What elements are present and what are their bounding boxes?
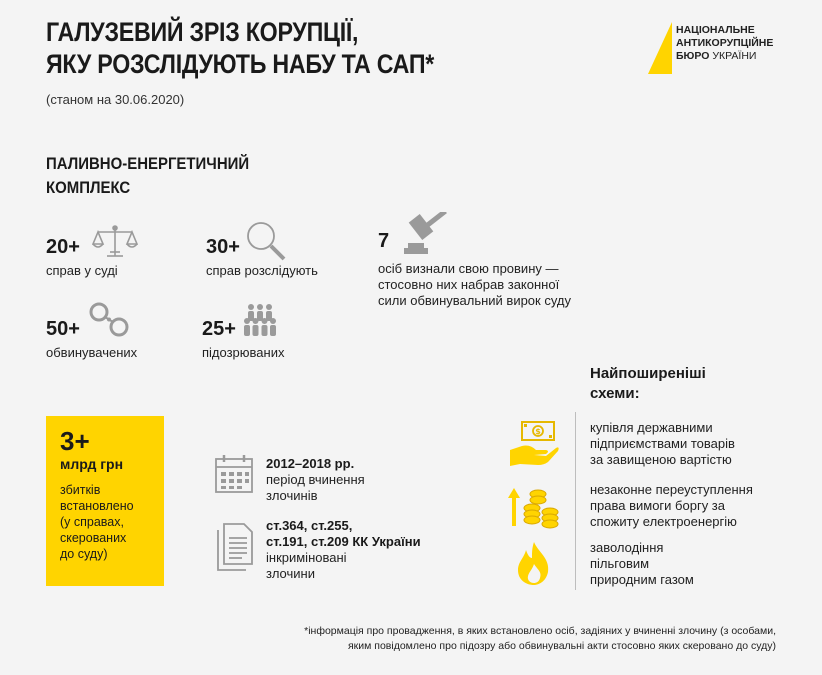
sector-line-1: ПАЛИВНО-ЕНЕРГЕТИЧНИЙ	[46, 154, 250, 173]
damage-desc-line-2: встановлено	[60, 499, 134, 513]
magnifier-icon	[244, 220, 288, 262]
page-title	[46, 16, 434, 80]
court-cases-label: справ у суді	[46, 263, 118, 278]
scheme-item-1	[590, 420, 735, 468]
scheme-2-line-1: незаконне переуступлення	[590, 482, 753, 497]
handcuffs-icon	[86, 300, 134, 340]
logo-text	[676, 24, 773, 63]
money-hand-icon	[508, 420, 562, 468]
scheme-2-line-3: спожиту електроенергію	[590, 514, 737, 529]
nabu-logo-icon	[646, 20, 674, 76]
logo-line-1: НАЦІОНАЛЬНЕ	[676, 24, 755, 36]
articles-title-line-1: ст.364, ст.255,	[266, 518, 353, 533]
flame-icon	[514, 540, 554, 586]
footnote-line-2: яким повідомлено про підозру або обвинувальні акти стосовно яких скеровано до суду)	[348, 640, 776, 652]
gavel-icon	[400, 212, 454, 258]
footnote	[304, 624, 776, 654]
nabu-logo	[646, 20, 776, 76]
logo-ukraine: УКРАЇНИ	[712, 50, 757, 62]
calendar-icon	[214, 454, 254, 494]
sector-title	[46, 152, 249, 200]
period-desc-line-2: злочинів	[266, 488, 318, 503]
investigated-cases-value: 30+	[206, 236, 240, 258]
logo-line-3	[676, 50, 773, 63]
period-title: 2012–2018 рр.	[266, 456, 355, 471]
scheme-1-line-3: за завищеною вартістю	[590, 452, 732, 467]
scales-icon	[92, 224, 138, 260]
period-block	[266, 456, 365, 504]
logo-line-2: АНТИКОРУПЦІЙНЕ	[676, 37, 774, 49]
investigated-cases-label: справ розслідують	[206, 263, 318, 278]
suspects-label: підозрюваних	[202, 345, 285, 360]
documents-icon	[214, 522, 256, 572]
title-line-1: ГАЛУЗЕВИЙ ЗРІЗ КОРУПЦІЇ,	[46, 17, 359, 47]
damage-unit: млрд грн	[60, 456, 124, 472]
damage-description	[60, 482, 154, 562]
suspects-value: 25+	[202, 318, 236, 340]
accused-value: 50+	[46, 318, 80, 340]
scheme-2-line-2: права вимоги боргу за	[590, 498, 726, 513]
guilty-persons-value: 7	[378, 230, 390, 252]
articles-block	[266, 518, 421, 582]
court-cases-value: 20+	[46, 236, 80, 258]
crowd-icon	[242, 302, 278, 338]
scheme-3-line-2: пільговим	[590, 556, 650, 571]
articles-desc-line-1: інкриміновані	[266, 550, 347, 565]
scheme-item-3	[590, 540, 694, 588]
guilty-label-line-2: стосовно них набрав законної	[378, 277, 560, 292]
schemes-title	[590, 364, 706, 404]
scheme-3-line-1: заволодіння	[590, 540, 664, 555]
date-subtitle: (станом на 30.06.2020)	[46, 92, 185, 107]
title-line-2: ЯКУ РОЗСЛІДУЮТЬ НАБУ ТА САП*	[46, 49, 435, 79]
logo-bureau: БЮРО	[676, 50, 710, 62]
damage-desc-line-3: (у справах,	[60, 515, 124, 529]
guilty-label-line-1: осіб визнали свою провину —	[378, 261, 559, 276]
damage-desc-line-1: збитків	[60, 483, 101, 497]
schemes-title-line-1: Найпоширеніші	[590, 365, 706, 382]
sector-line-2: КОМПЛЕКС	[46, 178, 131, 197]
guilty-label-line-3: сили обвинувальний вирок суду	[378, 293, 571, 308]
scheme-1-line-1: купівля державними	[590, 420, 713, 435]
scheme-item-2	[590, 482, 753, 530]
guilty-persons-label	[378, 261, 571, 309]
svg-text:$: $	[535, 427, 541, 436]
schemes-divider	[575, 412, 576, 590]
damage-desc-line-5: до суду)	[60, 547, 108, 561]
schemes-title-line-2: схеми:	[590, 385, 640, 402]
damage-value: 3+	[60, 426, 90, 456]
scheme-3-line-3: природним газом	[590, 572, 694, 587]
coins-arrow-icon	[506, 484, 562, 532]
articles-desc-line-2: злочини	[266, 566, 315, 581]
damage-box	[46, 416, 164, 586]
period-desc-line-1: період вчинення	[266, 472, 365, 487]
accused-label: обвинувачених	[46, 345, 138, 360]
damage-desc-line-4: скерованих	[60, 531, 127, 545]
footnote-line-1: *інформація про провадження, в яких встановлено осіб, задіяних у вчиненні злочину (з особами,	[304, 625, 776, 637]
scheme-1-line-2: підприємствами товарів	[590, 436, 735, 451]
articles-title-line-2: ст.191, ст.209 КК України	[266, 534, 421, 549]
